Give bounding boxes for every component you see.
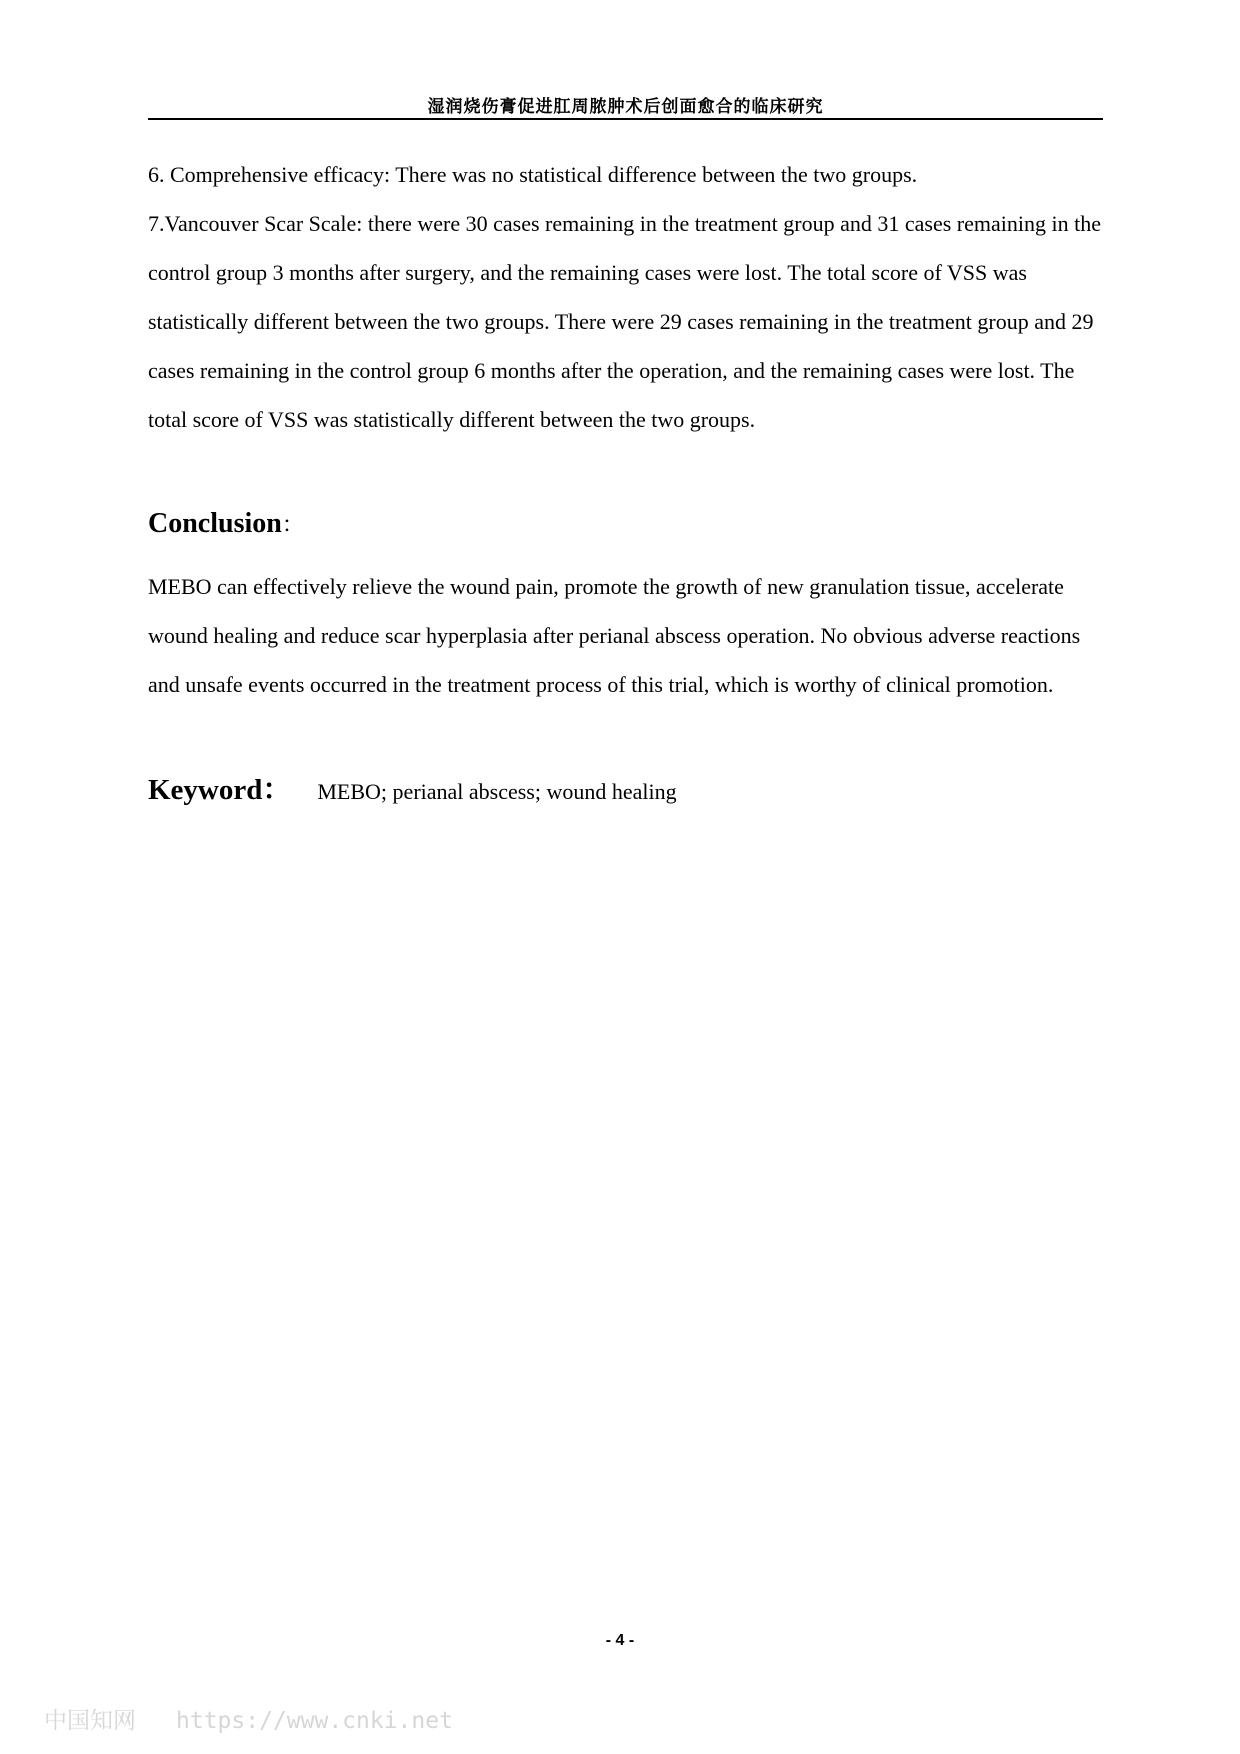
keyword-label: Keyword：	[148, 774, 292, 806]
conclusion-text: MEBO can effectively relieve the wound pain, promote the growth of new granulation tissue, accelerate wound healing and reduce scar hyperplasia after perianal abscess operation. No obvious adverse reactions and unsafe events occurred in the treatment process of this trial, which is worthy of clinical promotion.	[148, 574, 1081, 697]
conclusion-heading-label: Conclusion	[148, 508, 282, 539]
page-number: - 4 -	[605, 1632, 635, 1649]
header-rule	[148, 118, 1103, 120]
cnki-watermark	[44, 1702, 453, 1735]
result-item-vancouver-scar-scale: 7.Vancouver Scar Scale: there were 30 cases remaining in the treatment group and 31 cases remaining in the control group 3 months after surgery, and the remaining cases were lost. The total score of VSS was statistically different between the two groups. There were 29 cases remaining in the treatment group and 29 cases remaining in the control group 6 months after the operation, and the remaining cases were lost. The total score of VSS was statistically different between the two groups.	[148, 211, 1101, 432]
running-header-title: 湿润烧伤膏促进肛周脓肿术后创面愈合的临床研究	[427, 97, 824, 117]
result-item-comprehensive-efficacy: 6. Comprehensive efficacy: There was no statistical difference between the two groups.	[148, 162, 918, 187]
conclusion-heading-colon: ：	[281, 512, 304, 537]
conclusion-heading	[148, 506, 304, 543]
watermark-name: 中国知网	[44, 1708, 136, 1734]
keyword-values: MEBO; perianal abscess; wound healing	[317, 779, 677, 804]
watermark-url: https://www.cnki.net	[176, 1708, 453, 1734]
keyword-line	[148, 770, 1103, 815]
